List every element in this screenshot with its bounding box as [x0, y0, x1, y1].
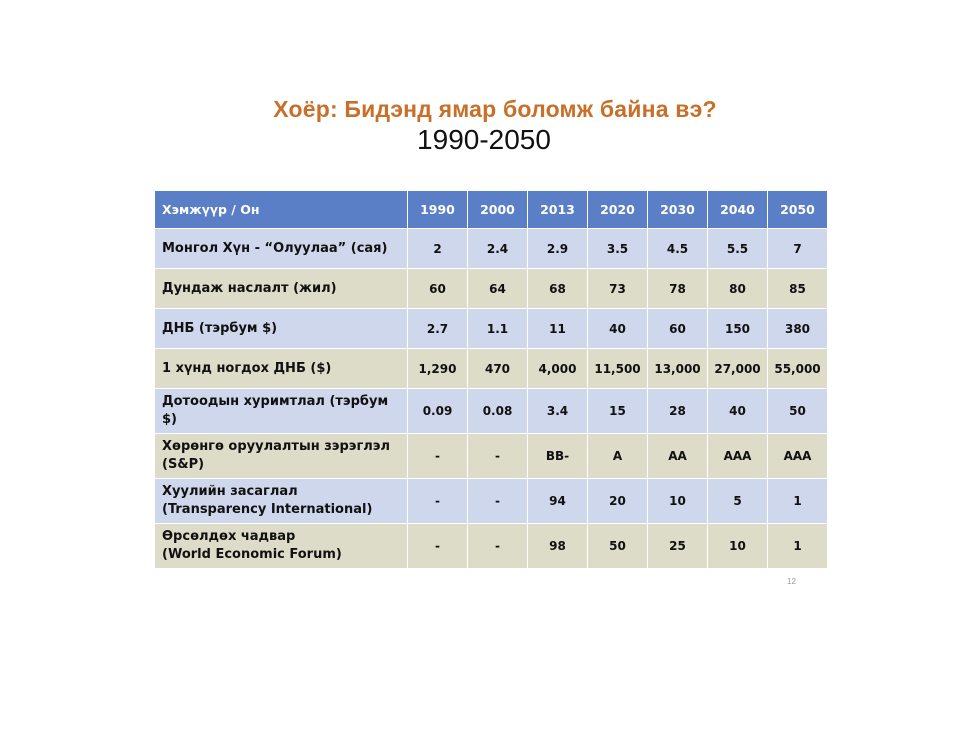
table-cell: 80	[708, 269, 768, 309]
table-cell: 98	[528, 524, 588, 569]
row-label-line: Өрсөлдөх чадвар	[162, 529, 296, 544]
table-cell: A	[588, 434, 648, 479]
table-cell: 1.1	[468, 309, 528, 349]
table-body	[155, 229, 828, 569]
table-cell: AAA	[708, 434, 768, 479]
table-cell: 60	[648, 309, 708, 349]
table-cell: 68	[528, 269, 588, 309]
table-cell: 5	[708, 479, 768, 524]
table-cell: BB-	[528, 434, 588, 479]
row-label-line: (S&P)	[162, 457, 205, 472]
table-cell: 1	[768, 479, 828, 524]
table-row	[155, 349, 828, 389]
table-cell: 50	[768, 389, 828, 434]
table-cell: 3.5	[588, 229, 648, 269]
row-label	[155, 389, 408, 434]
table-cell: 7	[768, 229, 828, 269]
row-label-line: ДНБ (тэрбум $)	[162, 320, 278, 336]
page-number: 12	[787, 577, 796, 586]
header-year: 2000	[468, 191, 528, 229]
table-cell: 1,290	[408, 349, 468, 389]
slide-subtitle: 1990-2050	[417, 124, 551, 155]
row-label	[155, 229, 408, 269]
table-cell: 470	[468, 349, 528, 389]
row-label-line: (Transparency International)	[162, 502, 373, 517]
table-row	[155, 309, 828, 349]
table-cell: 3.4	[528, 389, 588, 434]
table-cell: 380	[768, 309, 828, 349]
table-cell: 94	[528, 479, 588, 524]
table-cell: 55,000	[768, 349, 828, 389]
table-header-row	[155, 191, 828, 229]
table-cell: 5.5	[708, 229, 768, 269]
row-label	[155, 524, 408, 569]
row-label	[155, 479, 408, 524]
table-cell: 2.9	[528, 229, 588, 269]
table-cell: 78	[648, 269, 708, 309]
header-year: 2020	[588, 191, 648, 229]
table-cell: AAA	[768, 434, 828, 479]
row-label-line: Монгол Хүн - “Олуулаа” (сая)	[162, 240, 388, 256]
table-cell: 4.5	[648, 229, 708, 269]
header-year: 2050	[768, 191, 828, 229]
table-cell: 40	[588, 309, 648, 349]
table-cell: 11,500	[588, 349, 648, 389]
table-cell: 28	[648, 389, 708, 434]
table-cell: 150	[708, 309, 768, 349]
table-cell: 60	[408, 269, 468, 309]
table-cell: 20	[588, 479, 648, 524]
table-row	[155, 524, 828, 569]
table-cell: 73	[588, 269, 648, 309]
table-cell: 0.09	[408, 389, 468, 434]
indicator-table	[154, 190, 828, 569]
table-cell: 2	[408, 229, 468, 269]
header-year: 1990	[408, 191, 468, 229]
table-cell: -	[468, 524, 528, 569]
table-cell: -	[408, 479, 468, 524]
table-cell: -	[408, 434, 468, 479]
row-label	[155, 349, 408, 389]
table-cell: 64	[468, 269, 528, 309]
table-row	[155, 389, 828, 434]
table-cell: 2.4	[468, 229, 528, 269]
row-label-line: Дотоодын хуримтлал (тэрбум $)	[162, 394, 389, 427]
table-cell: -	[468, 479, 528, 524]
table-cell: 50	[588, 524, 648, 569]
row-label-line: Хуулийн засаглал	[162, 484, 298, 499]
table-row	[155, 269, 828, 309]
table-cell: 0.08	[468, 389, 528, 434]
header-label: Хэмжүүр / Он	[155, 191, 408, 229]
table-row	[155, 434, 828, 479]
row-label	[155, 309, 408, 349]
slide-title: Хоёр: Бидэнд ямар боломж байна вэ?	[273, 96, 717, 122]
row-label-line: (World Economic Forum)	[162, 547, 342, 562]
row-label	[155, 269, 408, 309]
table-cell: 10	[708, 524, 768, 569]
row-label-line: Дундаж наслалт (жил)	[162, 280, 337, 296]
table-cell: 25	[648, 524, 708, 569]
table-cell: 4,000	[528, 349, 588, 389]
header-year: 2040	[708, 191, 768, 229]
table-row	[155, 229, 828, 269]
row-label-line: Хөрөнгө оруулалтын зэрэглэл	[162, 439, 391, 454]
table-row	[155, 479, 828, 524]
table-cell: AA	[648, 434, 708, 479]
table-cell: 27,000	[708, 349, 768, 389]
row-label-line: 1 хүнд ногдох ДНБ ($)	[162, 360, 332, 376]
table-cell: 40	[708, 389, 768, 434]
table-cell: 85	[768, 269, 828, 309]
table-cell: 10	[648, 479, 708, 524]
table-cell: -	[408, 524, 468, 569]
table-cell: 2.7	[408, 309, 468, 349]
table-cell: 13,000	[648, 349, 708, 389]
table-cell: -	[468, 434, 528, 479]
row-label	[155, 434, 408, 479]
table-cell: 1	[768, 524, 828, 569]
header-year: 2013	[528, 191, 588, 229]
table-cell: 15	[588, 389, 648, 434]
header-year: 2030	[648, 191, 708, 229]
table-cell: 11	[528, 309, 588, 349]
